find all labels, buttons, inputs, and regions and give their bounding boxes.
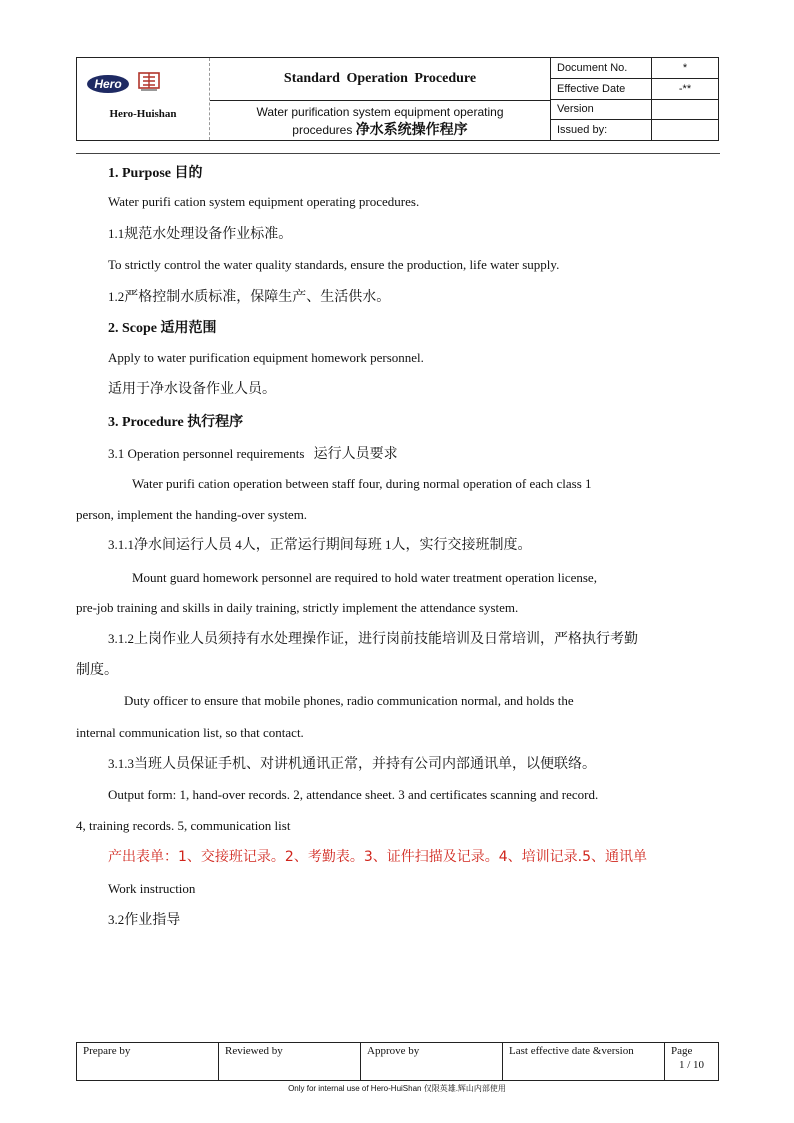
purpose-en: Water purifi cation system equipment operating procedures. bbox=[108, 194, 420, 209]
page-number: 1 / 10 bbox=[679, 1059, 705, 1071]
section-3-title-cn: 执行程序 bbox=[187, 414, 244, 430]
logo-cell bbox=[77, 58, 210, 140]
item-text: 净水间运行人员 bbox=[134, 537, 232, 553]
ops-en-line-1: Water purifi cation operation between staff four, during normal operation of each class 1 bbox=[132, 476, 592, 491]
hero-logo: Hero bbox=[87, 75, 129, 93]
page-cell bbox=[665, 1043, 718, 1080]
output-form-cn: 产出表单：1、交接班记录。2、考勤表。3、证件扫描及记录。4、培训记录.5、通讯单 bbox=[108, 849, 647, 865]
header-divider bbox=[76, 153, 720, 154]
purpose-en-2: To strictly control the water quality standards, ensure the production, life water supply. bbox=[108, 257, 560, 272]
output-form-en-1: Output form: 1, hand-over records. 2, attendance sheet. 3 and certificates scanning and record. bbox=[108, 787, 599, 802]
duty-officer-en-2: internal communication list, so that contact. bbox=[76, 725, 304, 740]
document-title: Standard Operation Procedure bbox=[210, 58, 550, 101]
item-count: 4 bbox=[235, 537, 242, 552]
field-label: Issued by: bbox=[551, 120, 652, 140]
signoff-table bbox=[76, 1042, 719, 1081]
item-text: 规范水处理设备作业标准。 bbox=[124, 226, 293, 242]
item-text: 严格控制水质标准，保障生产、生活供水。 bbox=[124, 289, 391, 305]
duty-officer-en-1: Duty officer to ensure that mobile phones, radio communication normal, and holds the bbox=[124, 693, 574, 708]
item-number: 3.1.3 bbox=[108, 756, 134, 771]
item-3-1-1 bbox=[108, 534, 532, 554]
field-value bbox=[652, 100, 718, 120]
document-fields bbox=[551, 58, 718, 140]
scope-cn: 适用于净水设备作业人员。 bbox=[108, 381, 276, 397]
document-subtitle bbox=[210, 101, 550, 140]
subsection-3-1-title: 3.1 Operation personnel requirements bbox=[108, 446, 305, 461]
section-1-title-cn: 目的 bbox=[174, 165, 203, 181]
field-label: Version bbox=[551, 100, 652, 120]
field-row bbox=[551, 58, 718, 79]
section-1-heading bbox=[108, 162, 203, 182]
item-text: 人，正常运行期间每班 bbox=[241, 537, 382, 553]
item-number: 3.1.2 bbox=[108, 631, 134, 646]
mount-guard-en-2: pre-job training and skills in daily training, strictly implement the attendance system. bbox=[76, 600, 519, 615]
subsection-3-1 bbox=[108, 443, 398, 463]
huishan-logo-icon bbox=[137, 70, 161, 92]
section-2-heading bbox=[108, 317, 217, 337]
item-3-1-2 bbox=[108, 628, 638, 648]
subtitle-en-2: procedures bbox=[292, 123, 353, 137]
item-number: 1.2 bbox=[108, 289, 125, 304]
subtitle-en-1: Water purification system equipment operating bbox=[256, 105, 504, 119]
field-row bbox=[551, 120, 718, 140]
subtitle-cn: 净水系统操作程序 bbox=[355, 122, 468, 138]
item-number: 3.2 bbox=[108, 912, 125, 927]
item-number: 3.1.1 bbox=[108, 537, 134, 552]
subsection-3-2 bbox=[108, 909, 180, 929]
company-name: Hero-Huishan bbox=[109, 108, 177, 120]
purpose-1-1 bbox=[108, 223, 292, 243]
item-number: 1.1 bbox=[108, 226, 125, 241]
mount-guard-en-1: Mount guard homework personnel are required to hold water treatment operation license, bbox=[132, 570, 597, 585]
title-cell bbox=[210, 58, 551, 140]
field-row bbox=[551, 100, 718, 121]
item-text: 作业指导 bbox=[124, 912, 181, 928]
page-label: Page bbox=[671, 1045, 693, 1057]
field-row bbox=[551, 79, 718, 100]
item-text: 上岗作业人员须持有水处理操作证，进行岗前技能培训及日常培训，严格执行考勤 bbox=[134, 631, 638, 647]
subsection-3-1-title-cn: 运行人员要求 bbox=[313, 446, 398, 462]
field-label: Effective Date bbox=[551, 79, 652, 99]
item-3-1-2-cont: 制度。 bbox=[76, 662, 118, 678]
section-3-heading bbox=[108, 411, 243, 431]
output-form-en-2: 4, training records. 5, communication list bbox=[76, 818, 291, 833]
last-effective-cell: Last effective date &version bbox=[503, 1043, 665, 1080]
purpose-1-2 bbox=[108, 286, 390, 306]
field-value: -** bbox=[678, 82, 692, 95]
item-text: 当班人员保证手机、对讲机通讯正常，并持有公司内部通讯单，以便联络。 bbox=[134, 756, 596, 772]
scope-en: Apply to water purification equipment homework personnel. bbox=[108, 350, 424, 365]
field-label: Document No. bbox=[551, 58, 652, 78]
section-3-title: 3. Procedure bbox=[108, 415, 184, 430]
field-value bbox=[652, 120, 718, 140]
internal-use-note: Only for internal use of Hero-HuiShan 仅限英雄.辉山内部使用 bbox=[288, 1084, 506, 1093]
reviewed-by-cell: Reviewed by bbox=[219, 1043, 361, 1080]
item-text: 人，实行交接班制度。 bbox=[391, 537, 532, 553]
field-value: * bbox=[682, 61, 688, 74]
approve-by-cell: Approve by bbox=[361, 1043, 503, 1080]
item-count: 1 bbox=[385, 537, 392, 552]
section-1-title: 1. Purpose bbox=[108, 166, 171, 181]
ops-en-line-2: person, implement the handing-over system. bbox=[76, 507, 308, 522]
item-3-1-3 bbox=[108, 753, 596, 773]
prepare-by-cell: Prepare by bbox=[77, 1043, 219, 1080]
section-2-title: 2. Scope bbox=[108, 321, 157, 336]
section-2-title-cn: 适用范围 bbox=[160, 320, 217, 336]
document-header-table bbox=[76, 57, 719, 141]
work-instruction: Work instruction bbox=[108, 881, 196, 896]
